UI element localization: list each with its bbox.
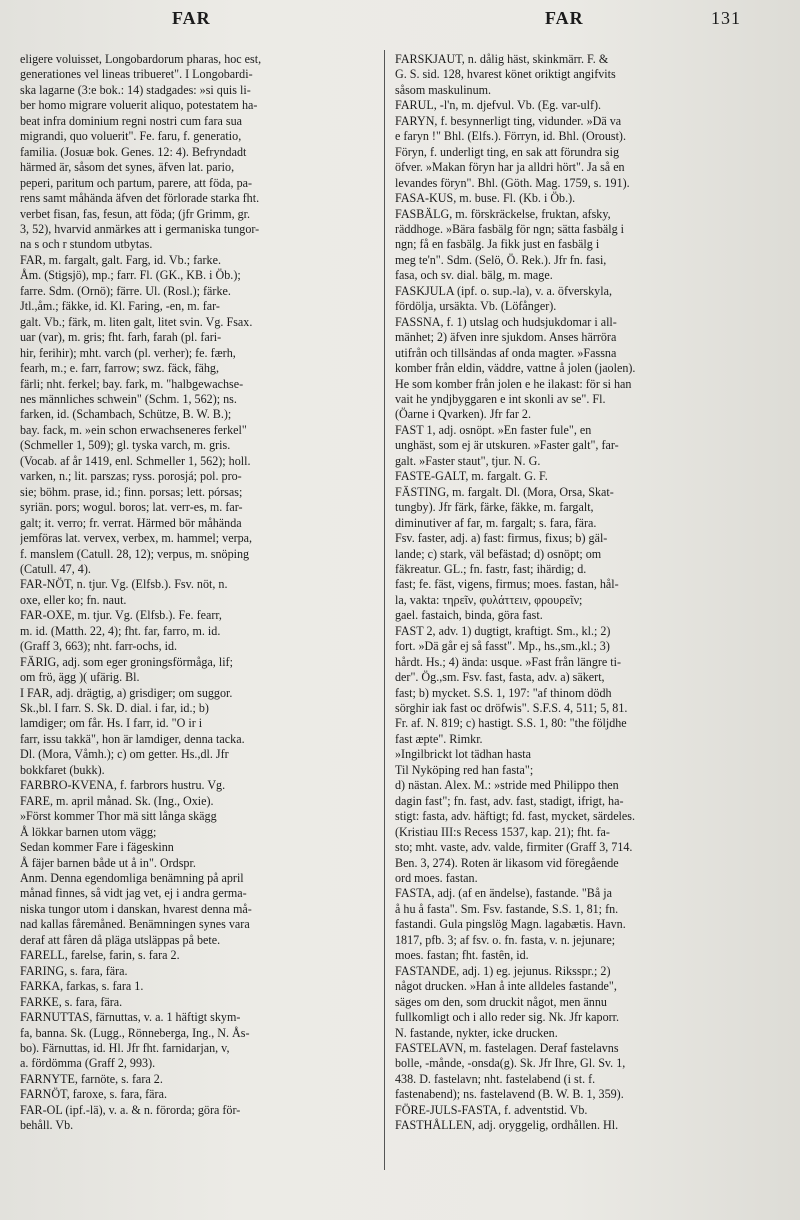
text-line: FASTHÅLLEN, adj. oryggelig, ordhållen. Hl. bbox=[395, 1118, 619, 1133]
text-line: gael. fastaich, binda, göra fast. bbox=[395, 608, 543, 623]
text-line: la, vakta: τηρεῖν, φυλάττειν, φρουρεῖν; bbox=[395, 592, 583, 607]
text-line: uar (var), m. gris; fht. farh, farah (pl. fari- bbox=[20, 330, 222, 345]
text-line: månad finnes, så vidt jag vet, ej i andra germa- bbox=[20, 886, 247, 901]
text-line: fördölja, ursäkta. Vb. (Löfånger). bbox=[395, 299, 557, 314]
text-line: (Schmeller 1, 509); gl. tyska varch, m. gris. bbox=[20, 438, 231, 453]
text-line: (Kristiau III:s Recess 1537, kap. 21); fht. fa- bbox=[395, 824, 610, 839]
text-line: ord moes. fastan. bbox=[395, 871, 478, 886]
text-line: fullkomligt och i allo reder sig. Nk. Jfr kaporr. bbox=[395, 1010, 620, 1025]
text-line: d) nästan. Alex. M.: »stride med Philippo then bbox=[395, 778, 619, 793]
text-line: FARE, m. april månad. Sk. (Ing., Oxie). bbox=[20, 793, 214, 808]
text-line: farken, id. (Schambach, Schütze, B. W. B.); bbox=[20, 407, 232, 422]
text-line: Til Nyköping red han fasta"; bbox=[395, 762, 534, 777]
text-line: dagin fast"; fn. fast, adv. fast, stadigt, ifrigt, ha- bbox=[395, 793, 624, 808]
text-line: fastandi. Gula pingslög Magn. lagabætis. Havn. bbox=[395, 917, 626, 932]
text-line: fäkreatur. GL.; fn. fastr, fast; ihärdig; d. bbox=[395, 561, 587, 576]
text-line: der". Ög.,sm. Fsv. fast, fasta, adv. a) säkert, bbox=[395, 670, 605, 685]
text-line: FARNÖT, faroxe, s. fara, fära. bbox=[20, 1087, 167, 1102]
text-line: FARBRO-KVENA, f. farbrors hustru. Vg. bbox=[20, 778, 226, 793]
text-line: FARING, s. fara, fära. bbox=[20, 963, 128, 978]
text-line: hir, ferihir); mht. varch (pl. verher); fe. færh, bbox=[20, 345, 236, 360]
text-line: oxe, eller ko; fn. naut. bbox=[20, 592, 127, 607]
text-line: He som komber från jolen e he ilakast: för si han bbox=[395, 376, 632, 391]
text-line: Jtl.,åm.; fäkke, id. Kl. Faring, -en, m. far- bbox=[20, 299, 220, 314]
text-line: (Vocab. af år 1419, enl. Schmeller 1, 562); holl. bbox=[20, 453, 251, 468]
text-line: Ben. 3, 274). Roten är likasom vid föregående bbox=[395, 855, 619, 870]
text-line: deraf att fåren då pläga utsläppas på bete. bbox=[20, 932, 221, 947]
text-line: FÖRE-JULS-FASTA, f. adventstid. Vb. bbox=[395, 1102, 588, 1117]
text-line: FAST 2, adv. 1) dugtigt, kraftigt. Sm., kl.; 2) bbox=[395, 623, 611, 638]
text-line: bolle, -månde, -onsda(g). Sk. Jfr Ihre, Gl. Sv. 1, bbox=[395, 1056, 626, 1071]
text-line: FARSKJAUT, n. dålig häst, skinkmärr. F. & bbox=[395, 52, 609, 66]
column-divider bbox=[384, 50, 385, 1170]
text-line: fastenabend); ns. fastelavend (B. W. B. 1, 359). bbox=[395, 1087, 624, 1102]
text-line: FAR-NÖT, n. tjur. Vg. (Elfsb.). Fsv. nöt, n. bbox=[20, 577, 228, 592]
text-line: sto; mht. vaste, adv. valde, firmiter (Graff 3, 714. bbox=[395, 840, 633, 855]
text-line: färli; nht. ferkel; bay. fark, m. "halbgewachse- bbox=[20, 376, 244, 391]
text-line: Föryn, f. underligt ting, en sak att förundra sig bbox=[395, 144, 620, 159]
text-line: FASTANDE, adj. 1) eg. jejunus. Riksspr.; 2) bbox=[395, 963, 611, 978]
text-line: verbet fisan, fas, fesun, att föda; (jfr Grimm, gr. bbox=[20, 206, 251, 221]
text-line: Å fäjer barnen både ut å in". Ordspr. bbox=[20, 855, 196, 870]
text-line: FASTE-GALT, m. fargalt. G. F. bbox=[395, 469, 548, 484]
text-line: niska tungor utom i danskan, hvarest denna må- bbox=[20, 901, 252, 916]
text-line: FASTELAVN, m. fastelagen. Deraf fastelavns bbox=[395, 1041, 619, 1055]
text-line: na s och r stundom utbytas. bbox=[20, 237, 153, 252]
text-line: jemföras lat. vervex, verbex, m. hammel; verpa, bbox=[20, 531, 253, 546]
text-line: Fr. af. N. 819; c) hastigt. S.S. 1, 80: "the följdhe bbox=[395, 716, 627, 731]
text-line: familia. (Josuæ bok. Genes. 12: 4). Befryndadt bbox=[20, 144, 247, 159]
text-line: fast æpte". Rimkr. bbox=[395, 731, 483, 746]
text-line: 3, 52), hvarvid anmärkes att i germaniska tungor- bbox=[20, 221, 260, 236]
text-line: ber homo migrare voluerit aliquo, potestatem ha- bbox=[20, 98, 258, 113]
text-line: FASA-KUS, m. buse. Fl. (Kb. i Öb.). bbox=[395, 191, 576, 206]
text-line: moes. fastan; fht. fastên, id. bbox=[395, 948, 529, 963]
text-line: farr, issu takkä", hon är lamdiger, denna tacka. bbox=[20, 731, 245, 746]
text-line: mänhet; 2) äfven inre sjukdom. Anses härröra bbox=[395, 330, 617, 345]
text-line: såsom maskulinum. bbox=[395, 82, 492, 97]
text-line: vait he yndjbyggaren e int skonli av se". Fl. bbox=[395, 391, 606, 406]
text-line: fast; fe. fäst, vigens, firmus; moes. fastan, hål- bbox=[395, 577, 619, 592]
text-line: varken, n.; lit. parszas; ryss. porosjá; pol. pro- bbox=[20, 469, 242, 484]
text-line: FARYN, f. besynnerligt ting, vidunder. »Dä va bbox=[395, 113, 622, 128]
text-line: bokkfaret (bukk). bbox=[20, 762, 105, 777]
text-line: generationes vel lineas tribueret". I Longobardi- bbox=[20, 67, 253, 82]
text-line: beat infra dominium regni nostri cum fara sua bbox=[20, 113, 242, 128]
page-number: 131 bbox=[711, 8, 741, 28]
text-line: Dl. (Mora, Våmh.); c) om getter. Hs.,dl. Jfr bbox=[20, 747, 229, 762]
text-line: Sk.,bl. I farr. S. Sk. D. dial. i far, id.; b) bbox=[20, 701, 209, 716]
text-line: behåll. Vb. bbox=[20, 1118, 74, 1133]
text-line: galt; it. verro; fr. verrat. Härmed bör måhända bbox=[20, 515, 242, 530]
text-line: FARKA, farkas, s. fara 1. bbox=[20, 979, 144, 994]
text-line: 1817, pfb. 3; af fsv. o. fn. fasta, v. n. jejunare; bbox=[395, 932, 616, 947]
text-line: tungby). Jfr färk, färke, fäkke, m. fargalt, bbox=[395, 500, 594, 515]
text-line: galt. »Faster staut", tjur. N. G. bbox=[395, 453, 541, 468]
text-line: Å lökkar barnen utom vägg; bbox=[20, 824, 157, 839]
text-line: räddhoge. »Bära fasbälg för ngn; sätta fasbälg i bbox=[395, 221, 625, 236]
text-line: meg te'n". Sdm. (Selö, Ö. Rek.). Jfr fn. fasi, bbox=[395, 252, 607, 267]
running-head-right: FAR bbox=[545, 8, 584, 28]
text-line: levandes föryn". Bhl. (Göth. Mag. 1759, s. 191). bbox=[395, 175, 630, 190]
text-line: FARELL, farelse, farin, s. fara 2. bbox=[20, 948, 180, 963]
text-line: FAR, m. fargalt, galt. Farg, id. Vb.; farke. bbox=[20, 252, 221, 267]
text-line: fearh, m.; e. farr, farrow; swz. fäck, fähg, bbox=[20, 361, 219, 376]
text-line: FASSNA, f. 1) utslag och hudsjukdomar i all- bbox=[395, 314, 617, 329]
text-line: FAST 1, adj. osnöpt. »En faster fule", en bbox=[395, 422, 592, 437]
text-line: å hu å fasta". Sm. Fsv. fastande, S.S. 1, 81; fn. bbox=[395, 901, 619, 916]
text-line: ska lagarne (3:e bok.: 14) stadgades: »si quis li- bbox=[20, 82, 251, 97]
text-line: FASBÄLG, m. förskräckelse, fruktan, afsky, bbox=[395, 206, 611, 221]
text-line: (Graff 3, 663); nht. farr-ochs, id. bbox=[20, 639, 178, 654]
text-line: bo). Färnuttas, id. Hl. Jfr fht. farnidarjan, v, bbox=[20, 1041, 230, 1055]
text-line: öfver. »Makan föryn har ja alldri hört". Ja så en bbox=[395, 160, 625, 175]
text-line: bay. fack, m. »ein schon erwachseneres ferkel" bbox=[20, 422, 247, 437]
text-line: »Först kommer Thor mä sitt långa skägg bbox=[20, 809, 217, 824]
text-line: FASTA, adj. (af en ändelse), fastande. "Bå ja bbox=[395, 886, 612, 901]
text-line: N. fastande, nykter, icke drucken. bbox=[395, 1025, 558, 1040]
text-line: Fsv. faster, adj. a) fast: firmus, fixus; b) gäl- bbox=[395, 531, 608, 546]
text-line: fort. »Dä går ej så fasst". Mp., hs.,sm.,kl.; 3) bbox=[395, 639, 610, 654]
text-line: m. id. (Matth. 22, 4); fht. far, farro, m. id. bbox=[20, 623, 221, 638]
text-line: syriän. pors; wogul. boros; lat. verr-es, m. far- bbox=[20, 500, 243, 515]
left-column bbox=[20, 52, 382, 1212]
text-line: FAR-OXE, m. tjur. Vg. (Elfsb.). Fe. fearr, bbox=[20, 608, 222, 623]
text-line: något drucken. »Han å inte alldeles fastande", bbox=[395, 979, 617, 994]
text-line: f. manslem (Catull. 28, 12); verpus, m. snöping bbox=[20, 546, 250, 561]
text-line: fa, banna. Sk. (Lugg., Rönneberga, Ing., N. Ås- bbox=[20, 1025, 250, 1040]
text-line: diminutiver af far, m. fargalt; s. fara, fära. bbox=[395, 515, 597, 530]
text-line: galt. Vb.; färk, m. liten galt, litet svin. Vg. Fsax. bbox=[20, 314, 253, 329]
text-line: a. fördömma (Graff 2, 993). bbox=[20, 1056, 156, 1071]
text-line: om frö, ägg )( ufärig. Bl. bbox=[20, 670, 140, 685]
text-line: sörghir iak fast oc dröfwis". S.F.S. 4, 511; 5, 81. bbox=[395, 701, 628, 716]
text-line: rens samt måhända äfven det förlorade starka fht. bbox=[20, 191, 260, 206]
text-line: säges om den, som druckit något, men ännu bbox=[395, 994, 607, 1009]
text-line: nes männliches schwein" (Schm. 1, 562); ns. bbox=[20, 391, 237, 406]
text-line: FAR-OL (ipf.-lä), v. a. & n. förorda; göra för- bbox=[20, 1102, 241, 1117]
text-line: hårdt. Hs.; 4) ända: usque. »Fast från längre ti- bbox=[395, 654, 622, 669]
text-line: FÄSTING, m. fargalt. Dl. (Mora, Orsa, Skat- bbox=[395, 484, 614, 499]
text-line: Sedan kommer Fare i fägeskinn bbox=[20, 840, 174, 855]
text-line: sie; böhm. prase, id.; finn. porsas; lett. pórsas; bbox=[20, 484, 243, 499]
text-line: unghäst, som ej är utskuren. »Faster galt", far- bbox=[395, 438, 619, 453]
running-head-left: FAR bbox=[172, 8, 211, 28]
text-line: komber från eldin, väddre, vattne å jolen (jaolen). bbox=[395, 361, 636, 376]
text-line: ngn; få en fasbälg. Ja fikk just en fasbälg i bbox=[395, 237, 600, 252]
text-line: Åm. (Stigsjö), mp.; farr. Fl. (GK., KB. i Öb.); bbox=[20, 268, 241, 283]
text-line: stigt: fasta, adv. häftigt; fd. fast, mycket, särdeles. bbox=[395, 809, 636, 824]
text-line: FARNUTTAS, färnuttas, v. a. 1 häftigt skym- bbox=[20, 1010, 241, 1025]
right-column bbox=[395, 52, 757, 1212]
text-line: FÄRIG, adj. som eger groningsförmåga, lif; bbox=[20, 654, 233, 669]
text-line: nad kallas fåremåned. Benämningen synes vara bbox=[20, 917, 250, 932]
text-line: lamdiger; om får. Hs. I farr, id. "O ir i bbox=[20, 716, 203, 731]
text-line: FASKJULA (ipf. o. sup.-la), v. a. öfverskyla, bbox=[395, 283, 612, 298]
text-line: (Catull. 47, 4). bbox=[20, 561, 91, 576]
text-line: migrandi, quo voluerit". Fe. faru, f. generatio, bbox=[20, 129, 242, 144]
text-line: 438. D. fastelavn; nht. fastelabend (i st. f. bbox=[395, 1071, 596, 1086]
text-line: utifrån och tillsändas af onda magter. »Fassna bbox=[395, 345, 617, 360]
text-line: (Öarne i Qvarken). Jfr far 2. bbox=[395, 407, 531, 422]
text-line: FARNYTE, farnöte, s. fara 2. bbox=[20, 1071, 163, 1086]
text-line: e faryn !" Bhl. (Elfs.). Förryn, id. Bhl. (Oroust). bbox=[395, 129, 626, 144]
text-line: peperi, paritum och partum, parere, att föda, pa- bbox=[20, 175, 253, 190]
text-line: I FAR, adj. drägtig, a) grisdiger; om suggor. bbox=[20, 685, 233, 700]
text-line: fast; b) mycket. S.S. 1, 197: "af thinom dödh bbox=[395, 685, 612, 700]
text-line: G. S. sid. 128, hvarest könet oriktigt angifvits bbox=[395, 67, 616, 82]
text-line: lande; c) stark, väl befästad; d) osnöpt; om bbox=[395, 546, 602, 561]
text-line: fasa, och sv. dial. bälg, m. mage. bbox=[395, 268, 553, 283]
text-line: FARKE, s. fara, fära. bbox=[20, 994, 123, 1009]
text-line: farre. Sdm. (Ornö); färre. Ul. (Rosl.); färke. bbox=[20, 283, 231, 298]
text-line: Anm. Denna egendomliga benämning på april bbox=[20, 871, 244, 886]
text-line: FARUL, -l'n, m. djefvul. Vb. (Eg. var-ulf). bbox=[395, 98, 602, 113]
text-line: härmed är, såsom det synes, äfven lat. pario, bbox=[20, 160, 235, 175]
text-line: eligere voluisset, Longobardorum pharas, hoc est, bbox=[20, 52, 262, 66]
text-line: »Ingilbrickt lot tädhan hasta bbox=[395, 747, 532, 762]
